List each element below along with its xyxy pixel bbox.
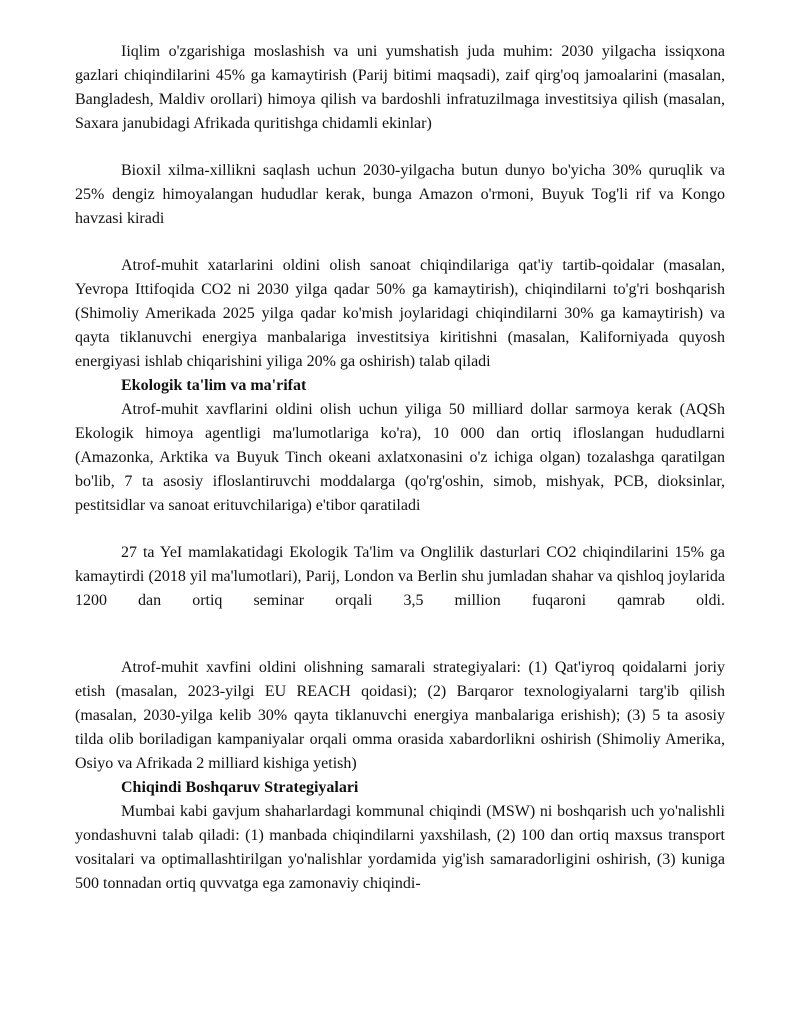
paragraph-climate-adaptation: Iiqlim o'zgarishiga moslashish va uni yumshatish juda muhim: 2030 yilgacha issiqxona gazlari chiqindilarini 45% ga kamaytirish (Parij bitimi maqsadi), zaif qirg'oq jamoalarini (masalan, Bangladesh, Maldiv orollari) himoya qilish va bardoshli infratuzilmaga investitsiya qilish (masalan, Saxara janubidagi Afrikada quritishga chidamli ekinlar) bbox=[75, 43, 725, 132]
heading-waste-management: Chiqindi Boshqaruv Strategiyalari bbox=[121, 779, 359, 796]
paragraph-mumbai-waste: Mumbai kabi gavjum shaharlardagi kommunal chiqindi (MSW) ni boshqarish uch yo'nalishli yondashuvni talab qiladi: (1) manbada chiqindilarni yaxshilash, (2) 100 dan ortiq maxsus transport vositalari va optimallashtirilgan yo'nalishlar yordamida yig'ish samaradorligini oshirish, (3) kuniga 500 tonnadan ortiq quvvatga ega zamonaviy chiqindi- bbox=[75, 803, 725, 892]
paragraph-strategies: Atrof-muhit xavfini oldini olishning samarali strategiyalari: (1) Qat'iyroq qoidalarni joriy etish (masalan, 2023-yilgi EU REACH qoidasi); (2) Barqaror texnologiyalarni targ'ib qilish (masalan, 2030-yilga kelib 30% qayta tiklanuvchi energiya manbalariga erishish); (3) 5 ta asosiy tilda olib boriladigan kampaniyalar orqali omma orasida xabardorlikni oshirish (Shimoliy Amerika, Osiyo va Afrikada 2 milliard kishiga yetish) bbox=[75, 659, 725, 772]
paragraph-investment: Atrof-muhit xavflarini oldini olish uchun yiliga 50 milliard dollar sarmoya kerak (AQSh Ekologik himoya agentligi ma'lumotlariga ko'ra), 10 000 dan ortiq ifloslangan hududlarni (Amazonka, Arktika va Buyuk Tinch okeani axlatxonasini o'z ichiga olgan) tozalashga qaratilgan bo'lib, 7 ta asosiy ifloslantiruvchi moddalarga (qo'rg'oshin, simob, mishyak, PCB, dioksinlar, pestitsidlar va sanoat erituvchilariga) e'tibor qaratiladi bbox=[75, 401, 725, 514]
paragraph-biodiversity: Bioxil xilma-xillikni saqlash uchun 2030-yilgacha butun dunyo bo'yicha 30% quruqlik va 25% dengiz himoyalangan hududlar kerak, bunga Amazon o'rmoni, Buyuk Tog'li rif va Kongo havzasi kiradi bbox=[75, 162, 725, 227]
paragraph-industrial-risk: Atrof-muhit xatarlarini oldini olish sanoat chiqindilariga qat'iy tartib-qoidalar (masalan, Yevropa Ittifoqida CO2 ni 2030 yilga qadar 50% ga kamaytirish), chiqindilarni to'g'ri boshqarish (Shimoliy Amerikada 2025 yilga qadar ko'mish joylaridagi chiqindilarni 30% ga kamaytirish) va qayta tiklanuvchi energiya manbalariga investitsiya kiritishni (masalan, Kaliforniyada quyosh energiyasi ishlab chiqarishini yiliga 20% ga oshirish) talab qiladi bbox=[75, 257, 725, 370]
paragraph-eu-programs: 27 ta YeI mamlakatidagi Ekologik Ta'lim va Onglilik dasturlari CO2 chiqindilarini 15% ga kamaytirdi (2018 yil ma'lumotlari), Parij, London va Berlin shu jumladan shahar va qishloq joylarida 1200 dan ortiq seminar orqali 3,5 million fuqaroni qamrab oldi. bbox=[75, 544, 725, 609]
heading-ecological-education: Ekologik ta'lim va ma'rifat bbox=[121, 377, 307, 394]
document-page bbox=[75, 40, 725, 896]
